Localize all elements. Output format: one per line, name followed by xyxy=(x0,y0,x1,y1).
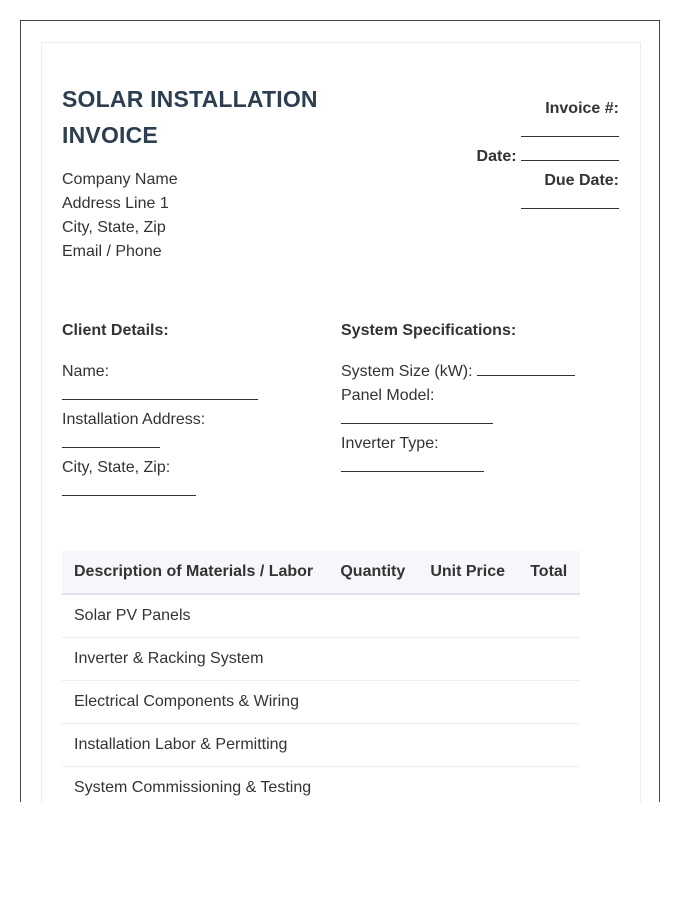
due-date-field[interactable] xyxy=(521,194,619,209)
invoice-title xyxy=(62,81,362,153)
row-unit-price[interactable] xyxy=(418,767,518,803)
document-frame xyxy=(20,20,660,802)
line-items-table xyxy=(62,551,580,802)
row-description: Electrical Components & Wiring xyxy=(62,681,328,724)
row-description: Solar PV Panels xyxy=(62,594,328,638)
installation-address-label: Installation Address: xyxy=(62,411,206,428)
column-header-description: Description of Materials / Labor xyxy=(62,551,328,594)
company-contact: Email / Phone xyxy=(62,243,162,260)
company-name: Company Name xyxy=(62,171,178,188)
system-specs-heading: System Specifications: xyxy=(341,322,517,339)
table-row xyxy=(62,638,580,681)
row-description: System Commissioning & Testing xyxy=(62,767,328,803)
table-row xyxy=(62,681,580,724)
table-row xyxy=(62,767,580,803)
invoice-date-field[interactable] xyxy=(521,146,619,161)
client-name-label: Name: xyxy=(62,363,110,380)
row-unit-price[interactable] xyxy=(418,681,518,724)
row-total[interactable] xyxy=(518,681,580,724)
row-unit-price[interactable] xyxy=(418,724,518,767)
system-size-field[interactable] xyxy=(477,361,575,376)
row-unit-price[interactable] xyxy=(418,638,518,681)
row-quantity[interactable] xyxy=(328,724,418,767)
row-quantity[interactable] xyxy=(328,767,418,803)
row-description: Inverter & Racking System xyxy=(62,638,328,681)
due-date-label: Due Date: xyxy=(544,172,619,189)
company-city: City, State, Zip xyxy=(62,219,166,236)
row-total[interactable] xyxy=(518,594,580,638)
panel-model-label: Panel Model: xyxy=(341,387,435,404)
invoice-date-label: Date: xyxy=(476,148,517,165)
column-header-total: Total xyxy=(518,551,580,594)
title-line-2: INVOICE xyxy=(62,122,158,148)
row-description: Installation Labor & Permitting xyxy=(62,724,328,767)
client-city-label: City, State, Zip: xyxy=(62,459,171,476)
column-header-quantity: Quantity xyxy=(328,551,418,594)
invoice-number-field[interactable] xyxy=(521,122,619,137)
client-name-field[interactable] xyxy=(62,385,258,400)
row-unit-price[interactable] xyxy=(418,594,518,638)
row-quantity[interactable] xyxy=(328,681,418,724)
row-total[interactable] xyxy=(518,638,580,681)
company-info xyxy=(62,168,178,264)
client-city-field[interactable] xyxy=(62,481,196,496)
table-row xyxy=(62,724,580,767)
title-line-1: SOLAR INSTALLATION xyxy=(62,86,318,112)
row-quantity[interactable] xyxy=(328,638,418,681)
system-size-label: System Size (kW): xyxy=(341,363,473,380)
company-address: Address Line 1 xyxy=(62,195,169,212)
table-row xyxy=(62,594,580,638)
row-total[interactable] xyxy=(518,767,580,803)
invoice-number-label: Invoice #: xyxy=(545,100,619,117)
column-header-unit-price: Unit Price xyxy=(418,551,518,594)
invoice-meta xyxy=(399,97,619,217)
inverter-type-label: Inverter Type: xyxy=(341,435,439,452)
installation-address-field[interactable] xyxy=(62,433,160,448)
client-details-heading: Client Details: xyxy=(62,322,169,339)
row-total[interactable] xyxy=(518,724,580,767)
system-specs xyxy=(341,360,575,480)
row-quantity[interactable] xyxy=(328,594,418,638)
inverter-type-field[interactable] xyxy=(341,457,484,472)
table-header-row xyxy=(62,551,580,594)
client-details xyxy=(62,360,258,504)
panel-model-field[interactable] xyxy=(341,409,493,424)
